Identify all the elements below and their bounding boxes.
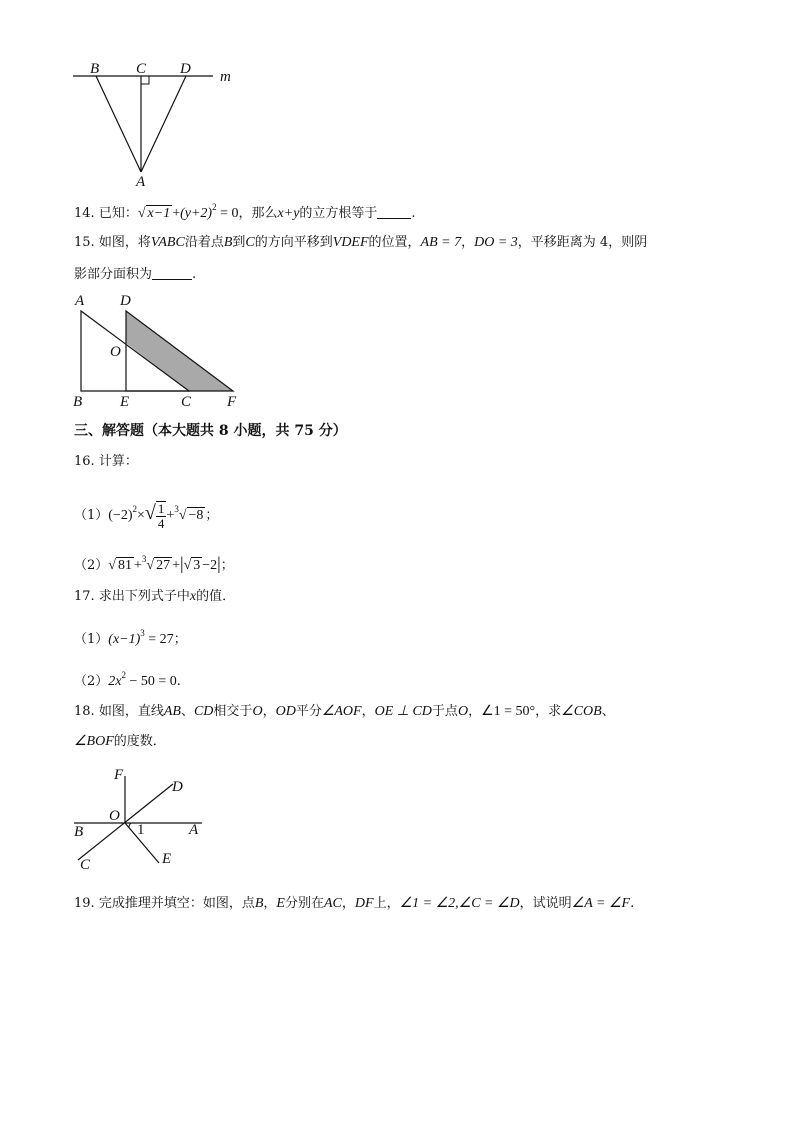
q19-g: 上， — [373, 896, 400, 911]
q18-h: ，求 — [535, 704, 562, 719]
q16-p2-plus1: + — [133, 558, 142, 573]
q14-exp: 2 — [212, 202, 217, 212]
q14-eq: = 0 — [216, 206, 239, 221]
label-1: 1 — [137, 822, 145, 838]
q18-oecd: OE ⊥ CD — [374, 704, 432, 719]
q19-e: E — [276, 896, 285, 911]
label-a: A — [136, 174, 146, 190]
q16-title: 计算： — [98, 454, 138, 469]
q16-p2-label: （2） — [74, 558, 109, 573]
q19-b: B — [254, 896, 264, 911]
label-a: A — [189, 822, 199, 838]
q15-ab: AB = 7 — [420, 235, 462, 250]
q19-ac: AC — [324, 896, 342, 911]
label-f: F — [114, 767, 124, 783]
q15-point-b: B — [223, 235, 233, 250]
label-f: F — [227, 394, 237, 410]
q19-number: 19. — [74, 896, 95, 911]
q14-text: 已知： — [98, 206, 138, 221]
q17-p2-label: （2） — [74, 674, 109, 689]
q16-p2-sqrt: 81 — [117, 558, 132, 573]
label-d: D — [172, 779, 183, 795]
q18-f: 于点 — [431, 704, 458, 719]
q18-sep2: 、 — [601, 704, 615, 719]
q18-o: O — [252, 704, 263, 719]
q16-p1-label: （1） — [74, 508, 109, 523]
label-o: O — [109, 808, 120, 824]
q15-text-b: 沿着点 — [184, 235, 224, 250]
q19-f: ， — [341, 896, 355, 911]
q18-a: 如图，直线 — [98, 704, 164, 719]
q18-cob: ∠COB — [561, 704, 602, 719]
q18-line2: 的度数． — [113, 734, 166, 749]
q17-p1-label: （1） — [74, 632, 109, 647]
q19-end: . — [630, 896, 635, 911]
q16-p2-abs-rest: −2 — [202, 558, 218, 573]
q17-p2-end: . — [176, 674, 181, 689]
q17-p2-rest: − 50 = 0 — [126, 674, 177, 689]
q18-cd: CD — [193, 704, 214, 719]
q17-title-b: 的值． — [196, 589, 236, 604]
q17-p1-base: (x−1) — [108, 632, 141, 647]
q17-p2-a: 2x — [108, 674, 122, 689]
q14-plus: + — [172, 206, 181, 221]
q16-p2-end: ； — [220, 558, 234, 573]
q14-expr: x+y — [277, 206, 300, 221]
q15-text-e: 的位置， — [368, 235, 421, 250]
q15-text-c: 到 — [232, 235, 246, 250]
q16-p1-base: (−2) — [108, 508, 133, 523]
q15-sep: ， — [461, 235, 475, 250]
q16-p1-exp: 2 — [132, 504, 138, 514]
q15-text-f: ，平移距离为 4，则阴 — [517, 235, 648, 250]
q18-bof: ∠BOF — [74, 734, 114, 749]
q19-c: ， — [263, 896, 277, 911]
q19-goal: ∠A = ∠F — [571, 896, 631, 911]
q16-p2-cbrt: 27 — [156, 558, 171, 573]
label-m: m — [220, 69, 231, 85]
q18-ab: AB — [163, 704, 181, 719]
q19-a: 完成推理并填空：如图，点 — [98, 896, 255, 911]
q18-c: ， — [262, 704, 276, 719]
q18-ang1: ∠1 = 50° — [481, 704, 536, 719]
q14-text-b: ，那么 — [238, 206, 278, 221]
q18-e: ， — [361, 704, 375, 719]
question-19 — [74, 894, 634, 914]
q16-p1-end: ； — [205, 508, 219, 523]
q17-p1-end: ； — [173, 632, 187, 647]
q15-tri2: VDEF — [332, 235, 369, 250]
q18-d: 平分 — [295, 704, 322, 719]
label-e: E — [120, 394, 130, 410]
q17-p1-rest: = 27 — [144, 632, 174, 647]
q15-text-d: 的方向平移到 — [254, 235, 333, 250]
label-d: D — [180, 61, 191, 77]
q18-od: OD — [275, 704, 296, 719]
label-b: B — [74, 824, 84, 840]
q17-number: 17. — [74, 589, 95, 604]
q14-paren: (y+2) — [180, 206, 213, 221]
q17-p2-exp: 2 — [121, 670, 126, 680]
angle-1-arc — [129, 823, 131, 828]
q16-p2-abs-sqrt: 3 — [193, 558, 201, 573]
q19-d: 分别在 — [284, 896, 324, 911]
q16-p1-cbrt-arg: −8 — [188, 508, 204, 523]
q16-part2: （2）√ 81 +$^3$√ 27 +|√ 3 −2|； — [74, 553, 234, 573]
section-3-title: 三、解答题（本大题共 8 小题，共 75 分） — [74, 423, 347, 439]
q14-number: 14. — [74, 206, 95, 221]
q17-p1-exp: 3 — [140, 628, 145, 638]
label-b: B — [90, 61, 100, 77]
q18-b: 相交于 — [213, 704, 253, 719]
q15-number: 15. — [74, 235, 95, 250]
q14-text-c: 的立方根等于 — [299, 206, 378, 221]
label-c: C — [181, 394, 192, 410]
label-b: B — [73, 394, 83, 410]
q15-end: . — [192, 267, 197, 282]
q16-p1-frac-den: 4 — [157, 515, 165, 531]
q16-p2-cbrt-index: 3 — [141, 554, 147, 564]
label-d: D — [120, 293, 131, 309]
q15-point-c: C — [245, 235, 255, 250]
q19-h: ，试说明 — [519, 896, 572, 911]
q15-do: DO = 3 — [474, 235, 518, 250]
label-a: A — [75, 293, 85, 309]
question-14: 14. 已知：√ $x-1 +(y+2)^2 = 0$，那么x+y的立方根等于 . — [74, 202, 416, 221]
q18-number: 18. — [74, 704, 95, 719]
q17-var: x — [189, 589, 197, 604]
q18-o2: O — [457, 704, 469, 719]
q16-p2-plus2: + — [172, 558, 180, 573]
label-o: O — [110, 344, 121, 360]
q14-sqrt: x−1 — [147, 206, 171, 221]
q17-title-a: 求出下列式子中 — [98, 589, 190, 604]
q18-sep: 、 — [180, 704, 194, 719]
q15-line2: 影部分面积为 — [74, 267, 153, 282]
q18-aof: ∠AOF — [321, 704, 362, 719]
q16-p1-cbrt-index: 3 — [174, 504, 179, 514]
q16-p1-frac-num: 1 — [157, 500, 165, 516]
q16-number: 16. — [74, 454, 95, 469]
label-e: E — [162, 851, 172, 867]
q19-df: DF — [354, 896, 374, 911]
q15-text-a: 如图，将 — [98, 235, 151, 250]
q19-cond: ∠1 = ∠2,∠C = ∠D — [399, 896, 520, 911]
label-c: C — [136, 61, 147, 77]
q18-g: ， — [468, 704, 482, 719]
q16-p1-times: × — [137, 508, 145, 523]
q16-part1: $(1)(-2)^2\times√$ $\frac{1}{4}$ +$^3$√ −8 ； — [74, 500, 219, 531]
q15-tri1: VABC — [150, 235, 185, 250]
q14-end: . — [411, 206, 416, 221]
label-c: C — [80, 857, 91, 873]
q16-p1-plus: + — [166, 508, 175, 523]
